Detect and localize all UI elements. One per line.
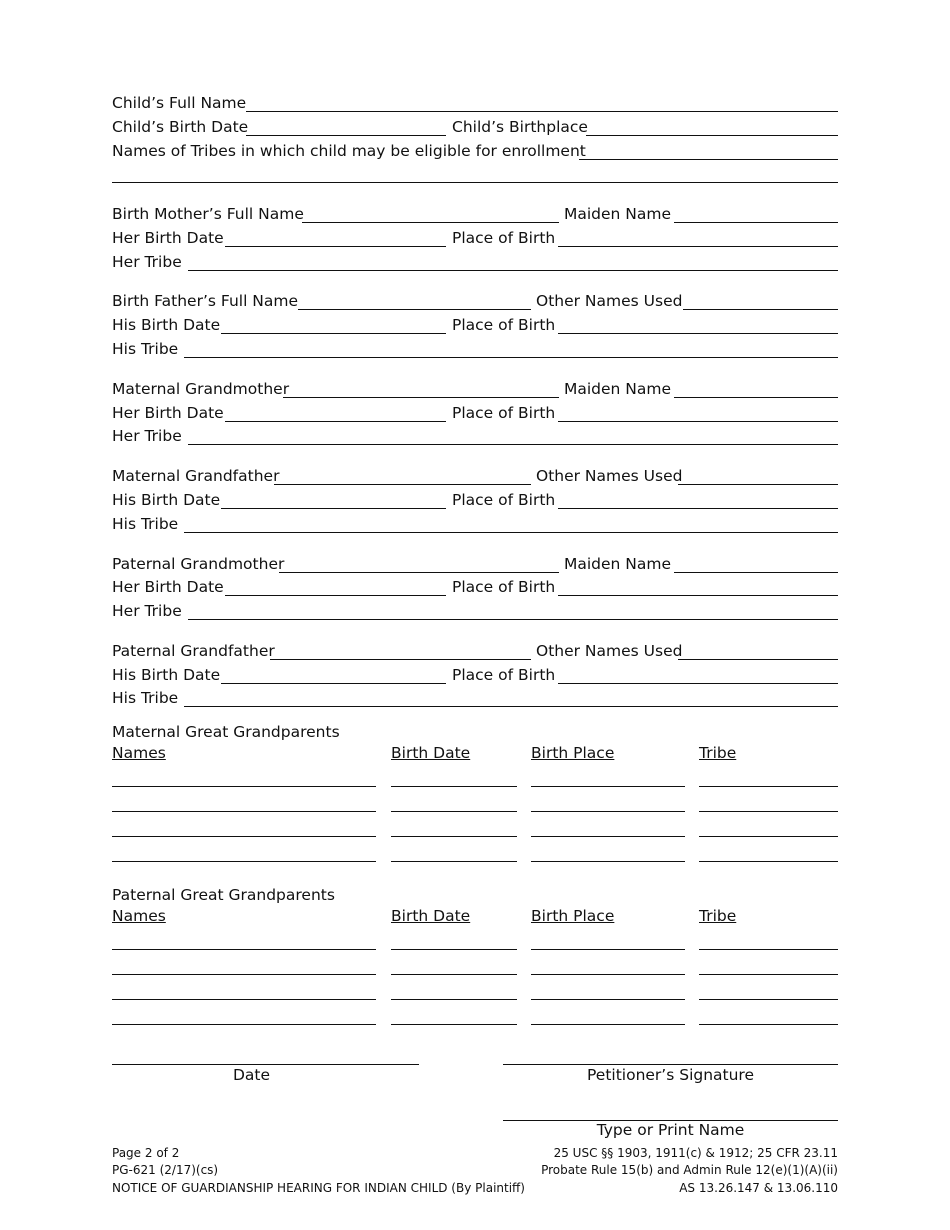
maternal-grandfather-other-names-field[interactable] [678, 484, 838, 485]
petitioner-signature-label: Petitioner’s Signature [586, 1066, 755, 1084]
maternal-great-birth-place-field[interactable] [531, 811, 685, 812]
paternal-grandmother-birth-date-label: Her Birth Date [112, 578, 224, 596]
maternal-great-birth-date-field[interactable] [391, 811, 517, 812]
print-name-label: Type or Print Name [596, 1121, 745, 1139]
paternal-great-name-field[interactable] [112, 999, 376, 1000]
maternal-grandmother-place-field[interactable] [558, 421, 838, 422]
maternal-grandmother-name-field[interactable] [283, 397, 559, 398]
birth-father-birth-date-field[interactable] [221, 333, 446, 334]
maternal-grandfather-other-names-label: Other Names Used [536, 467, 683, 485]
maternal-great-tribe-field[interactable] [699, 836, 838, 837]
maternal-great-col-names: Names [112, 744, 166, 762]
paternal-grandfather-place-label: Place of Birth [452, 666, 556, 684]
footer-page-number: Page 2 of 2 [112, 1146, 180, 1160]
birth-mother-name-field[interactable] [302, 222, 559, 223]
paternal-great-birth-place-field[interactable] [531, 949, 685, 950]
paternal-great-birth-date-field[interactable] [391, 999, 517, 1000]
birth-mother-tribe-field[interactable] [188, 270, 838, 271]
paternal-grandmother-birth-date-field[interactable] [225, 595, 446, 596]
birth-father-name-field[interactable] [298, 309, 531, 310]
paternal-great-tribe-field[interactable] [699, 1024, 838, 1025]
birth-mother-place-label: Place of Birth [452, 229, 556, 247]
maternal-great-grandparents-title: Maternal Great Grandparents [112, 723, 340, 741]
maternal-grandfather-birth-date-label: His Birth Date [112, 491, 221, 509]
birth-father-place-label: Place of Birth [452, 316, 556, 334]
paternal-grandmother-place-field[interactable] [558, 595, 838, 596]
maternal-great-name-field[interactable] [112, 811, 376, 812]
maternal-great-birth-place-field[interactable] [531, 786, 685, 787]
footer-citation-usc: 25 USC §§ 1903, 1911(c) & 1912; 25 CFR 23.11 [553, 1146, 838, 1160]
child-birth-date-field[interactable] [246, 135, 446, 136]
birth-father-other-names-field[interactable] [683, 309, 838, 310]
paternal-great-birth-date-field[interactable] [391, 949, 517, 950]
maternal-grandmother-birth-date-label: Her Birth Date [112, 404, 224, 422]
maternal-great-name-field[interactable] [112, 786, 376, 787]
paternal-grandmother-maiden-label: Maiden Name [564, 555, 672, 573]
child-tribes-label: Names of Tribes in which child may be eligible for enrollment [112, 142, 586, 160]
maternal-great-birth-date-field[interactable] [391, 861, 517, 862]
paternal-great-col-birth-date: Birth Date [391, 907, 471, 925]
paternal-great-grandparents-title: Paternal Great Grandparents [112, 886, 335, 904]
child-full-name-field[interactable] [246, 111, 838, 112]
birth-father-place-field[interactable] [558, 333, 838, 334]
maternal-great-col-birth-place: Birth Place [531, 744, 615, 762]
maternal-grandmother-place-label: Place of Birth [452, 404, 556, 422]
paternal-great-col-tribe: Tribe [699, 907, 737, 925]
birth-mother-maiden-label: Maiden Name [564, 205, 672, 223]
birth-mother-name-label: Birth Mother’s Full Name [112, 205, 304, 223]
maternal-grandfather-birth-date-field[interactable] [221, 508, 446, 509]
paternal-great-birth-place-field[interactable] [531, 1024, 685, 1025]
paternal-great-name-field[interactable] [112, 1024, 376, 1025]
paternal-great-name-field[interactable] [112, 949, 376, 950]
footer-form-id: PG-621 (2/17)(cs) [112, 1163, 219, 1177]
maternal-grandmother-tribe-label: Her Tribe [112, 427, 182, 445]
paternal-grandfather-other-names-label: Other Names Used [536, 642, 683, 660]
birth-father-name-label: Birth Father’s Full Name [112, 292, 299, 310]
birth-father-tribe-label: His Tribe [112, 340, 179, 358]
paternal-great-col-birth-place: Birth Place [531, 907, 615, 925]
footer-form-title: NOTICE OF GUARDIANSHIP HEARING FOR INDIAN CHILD (By Plaintiff) [112, 1181, 525, 1195]
birth-mother-maiden-field[interactable] [674, 222, 838, 223]
maternal-great-tribe-field[interactable] [699, 861, 838, 862]
birth-mother-birth-date-field[interactable] [225, 246, 446, 247]
maternal-great-birth-date-field[interactable] [391, 786, 517, 787]
maternal-great-name-field[interactable] [112, 861, 376, 862]
maternal-grandfather-tribe-field[interactable] [184, 532, 838, 533]
birth-mother-place-field[interactable] [558, 246, 838, 247]
maternal-great-tribe-field[interactable] [699, 786, 838, 787]
footer-citation-rules: Probate Rule 15(b) and Admin Rule 12(e)(1)(A)(ii) [541, 1163, 838, 1177]
paternal-grandfather-birth-date-label: His Birth Date [112, 666, 221, 684]
child-tribes-field-line2[interactable] [112, 182, 838, 183]
child-full-name-label: Child’s Full Name [112, 94, 247, 112]
birth-father-other-names-label: Other Names Used [536, 292, 683, 310]
paternal-grandmother-name-label: Paternal Grandmother [112, 555, 285, 573]
maternal-grandmother-tribe-field[interactable] [188, 444, 838, 445]
paternal-grandfather-birth-date-field[interactable] [221, 683, 446, 684]
paternal-great-tribe-field[interactable] [699, 999, 838, 1000]
maternal-grandfather-place-field[interactable] [558, 508, 838, 509]
maternal-great-birth-place-field[interactable] [531, 836, 685, 837]
birth-mother-birth-date-label: Her Birth Date [112, 229, 224, 247]
paternal-grandfather-name-label: Paternal Grandfather [112, 642, 275, 660]
birth-mother-tribe-label: Her Tribe [112, 253, 182, 271]
paternal-grandmother-maiden-field[interactable] [674, 572, 838, 573]
maternal-grandmother-name-label: Maternal Grandmother [112, 380, 290, 398]
child-birth-date-label: Child’s Birth Date [112, 118, 249, 136]
paternal-great-birth-place-field[interactable] [531, 974, 685, 975]
paternal-great-birth-date-field[interactable] [391, 1024, 517, 1025]
paternal-grandfather-tribe-label: His Tribe [112, 689, 179, 707]
paternal-grandfather-tribe-field[interactable] [184, 706, 838, 707]
child-birthplace-label: Child’s Birthplace [452, 118, 588, 136]
child-tribes-field[interactable] [579, 159, 838, 160]
maternal-grandmother-maiden-label: Maiden Name [564, 380, 672, 398]
paternal-grandfather-other-names-field[interactable] [678, 659, 838, 660]
footer-citation-statutes: AS 13.26.147 & 13.06.110 [679, 1181, 838, 1195]
paternal-grandfather-place-field[interactable] [558, 683, 838, 684]
birth-father-birth-date-label: His Birth Date [112, 316, 221, 334]
paternal-great-tribe-field[interactable] [699, 949, 838, 950]
paternal-great-birth-place-field[interactable] [531, 999, 685, 1000]
paternal-grandmother-tribe-field[interactable] [188, 619, 838, 620]
maternal-grandfather-name-label: Maternal Grandfather [112, 467, 280, 485]
date-label: Date [232, 1066, 271, 1084]
paternal-grandmother-name-field[interactable] [279, 572, 559, 573]
maternal-grandmother-birth-date-field[interactable] [225, 421, 446, 422]
maternal-grandfather-name-field[interactable] [274, 484, 531, 485]
paternal-great-name-field[interactable] [112, 974, 376, 975]
maternal-great-birth-place-field[interactable] [531, 861, 685, 862]
maternal-grandmother-maiden-field[interactable] [674, 397, 838, 398]
paternal-grandmother-tribe-label: Her Tribe [112, 602, 182, 620]
maternal-great-col-tribe: Tribe [699, 744, 737, 762]
paternal-grandfather-name-field[interactable] [270, 659, 531, 660]
maternal-great-col-birth-date: Birth Date [391, 744, 471, 762]
maternal-great-name-field[interactable] [112, 836, 376, 837]
paternal-great-tribe-field[interactable] [699, 974, 838, 975]
paternal-grandmother-place-label: Place of Birth [452, 578, 556, 596]
maternal-grandfather-tribe-label: His Tribe [112, 515, 179, 533]
maternal-great-tribe-field[interactable] [699, 811, 838, 812]
paternal-great-birth-date-field[interactable] [391, 974, 517, 975]
maternal-great-birth-date-field[interactable] [391, 836, 517, 837]
child-birthplace-field[interactable] [586, 135, 838, 136]
paternal-great-col-names: Names [112, 907, 166, 925]
maternal-grandfather-place-label: Place of Birth [452, 491, 556, 509]
birth-father-tribe-field[interactable] [184, 357, 838, 358]
